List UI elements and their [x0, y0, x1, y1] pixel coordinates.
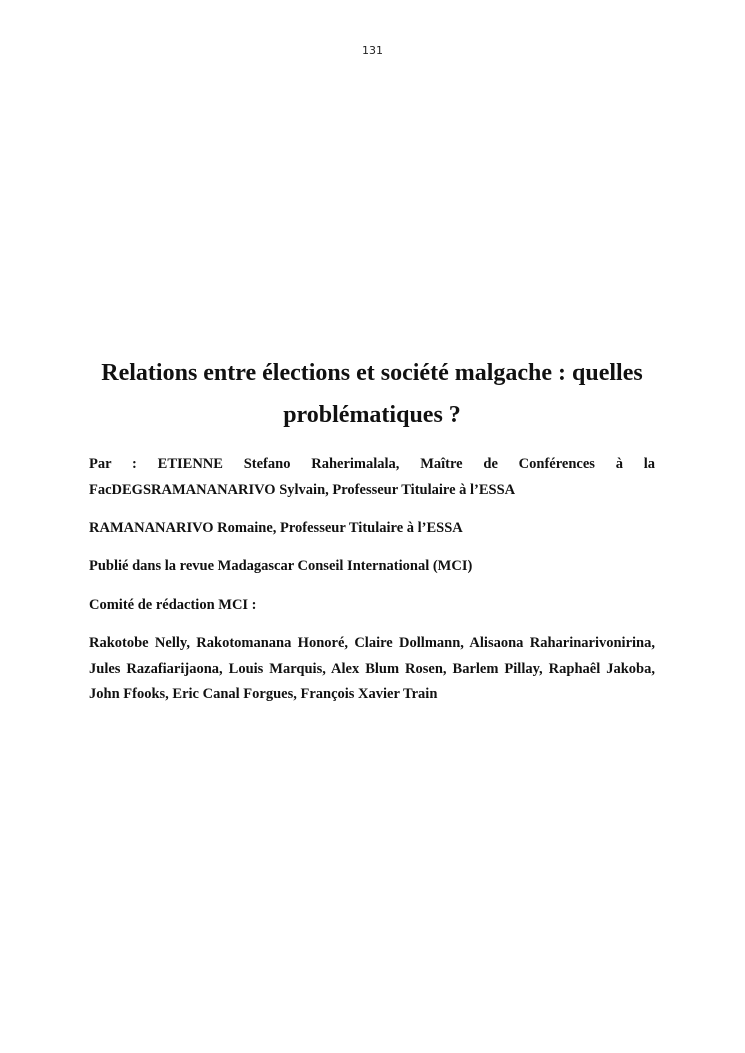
second-author-line: RAMANANARIVO Romaine, Professeur Titulaire à l’ESSA	[89, 520, 463, 536]
authors-line: Par : ETIENNE Stefano Raherimalala, Maître de Conférences à la FacDEGSRAMANANARIVO Sylvain, Professeur Titulaire à l’ESSA	[89, 456, 655, 498]
committee-members: Rakotobe Nelly, Rakotomanana Honoré, Claire Dollmann, Alisaona Raharinarivonirina, Jules Razafiarijaona, Louis Marquis, Alex Blum Rosen, Barlem Pillay, Raphaêl Jakoba, John Ffooks, Eric Canal Forgues, François Xavier Train	[89, 635, 655, 702]
article-title: Relations entre élections et société malgache : quelles problématiques ?	[101, 360, 643, 428]
publication-note: Publié dans la revue Madagascar Conseil International (MCI)	[89, 558, 473, 574]
committee-label: Comité de rédaction MCI :	[89, 597, 257, 613]
page-number: 131	[362, 44, 383, 57]
